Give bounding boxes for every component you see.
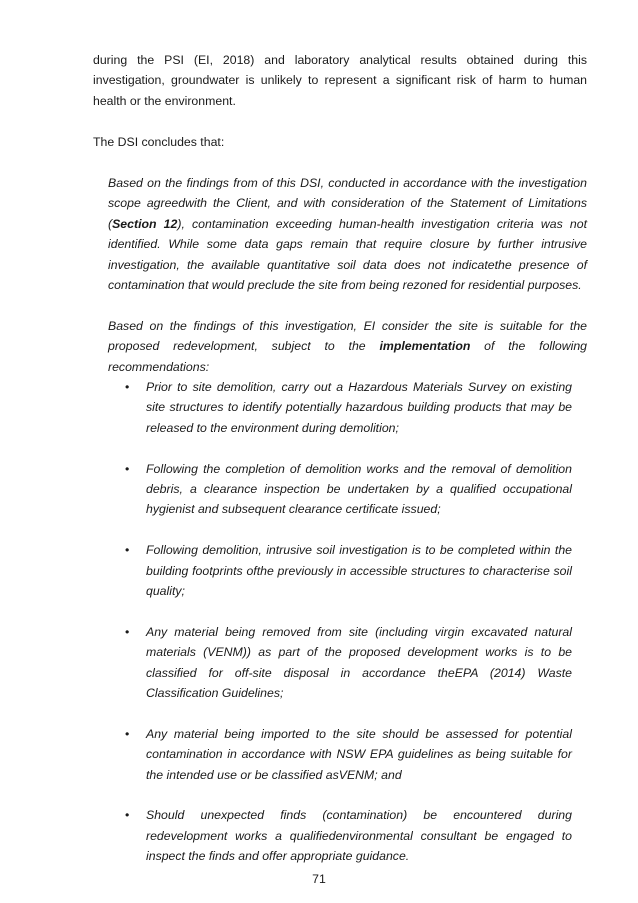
- list-item: [108, 540, 572, 601]
- list-item: [108, 805, 572, 866]
- recommendation-text: Any material being imported to the site should be assessed for potential contamination in accordance with NSW EPA guidelines as being suitable for the intended use or be classified asVENM; and: [146, 726, 572, 782]
- quote1-section-reference: Section 12: [112, 216, 178, 231]
- bullet-icon: •: [125, 461, 130, 476]
- concludes-heading: The DSI concludes that:: [93, 135, 225, 149]
- recommendations-list: [108, 377, 572, 887]
- recommendation-text: Following the completion of demolition works and the removal of demolition debris, a clearance inspection be undertaken by a qualified occupational hygienist and subsequent clearance certificate issued;: [146, 461, 572, 517]
- intro-paragraph: during the PSI (EI, 2018) and laboratory analytical results obtained during this investigation, groundwater is unlikely to represent a significant risk of harm to human health or the environment.: [93, 53, 587, 108]
- quote2-text-part2: of the following recommendations:: [108, 339, 588, 374]
- quote2-text-part1: Based on the findings of this investigation, EI consider the site is suitable for the proposed redevelopment, subject to the: [108, 319, 587, 354]
- bullet-icon: •: [125, 726, 130, 741]
- quote-paragraph-2: [108, 316, 587, 377]
- quote1-text-part2: ), contamination exceeding human-health investigation criteria was not identified. While some data gaps remain that require closure by further intrusive investigation, the available quantitative soil data does not indicatethe presence of contamination that would preclude the site from being rezoned for residential purposes.: [108, 216, 587, 293]
- bullet-icon: •: [125, 808, 130, 823]
- bullet-icon: •: [125, 624, 130, 639]
- bullet-icon: •: [125, 543, 130, 558]
- recommendation-text: Should unexpected finds (contamination) be encountered during redevelopment works a qualifiedenvironmental consultant be engaged to inspect the finds and offer appropriate guidance.: [146, 808, 572, 864]
- bullet-icon: •: [125, 380, 130, 394]
- recommendation-text: Any material being removed from site (including virgin excavated natural materials (VENM)) as part of the proposed development works is to be classified for off-site disposal in accordance theEPA (2014) Waste Classification Guidelines;: [146, 624, 572, 701]
- quote1-text-part1: Based on the findings from of this DSI, conducted in accordance with the investigation scope agreedwith the Client, and with consideration of the Statement of Limitations (: [108, 176, 587, 231]
- recommendation-text: Following demolition, intrusive soil investigation is to be completed within the building footprints ofthe previously in accessible structures to characterise soil quality;: [146, 543, 572, 599]
- quote2-emphasis: implementation: [379, 339, 471, 354]
- list-item: [108, 377, 572, 438]
- list-item: [108, 622, 572, 704]
- page-number: 71: [312, 872, 326, 886]
- list-item: [108, 724, 572, 785]
- list-item: [108, 459, 572, 520]
- quote-paragraph-1: [108, 173, 587, 295]
- recommendation-text: Prior to site demolition, carry out a Hazardous Materials Survey on existing site structures to identify potentially hazardous building products that may be released to the environment during demolition;: [146, 380, 572, 435]
